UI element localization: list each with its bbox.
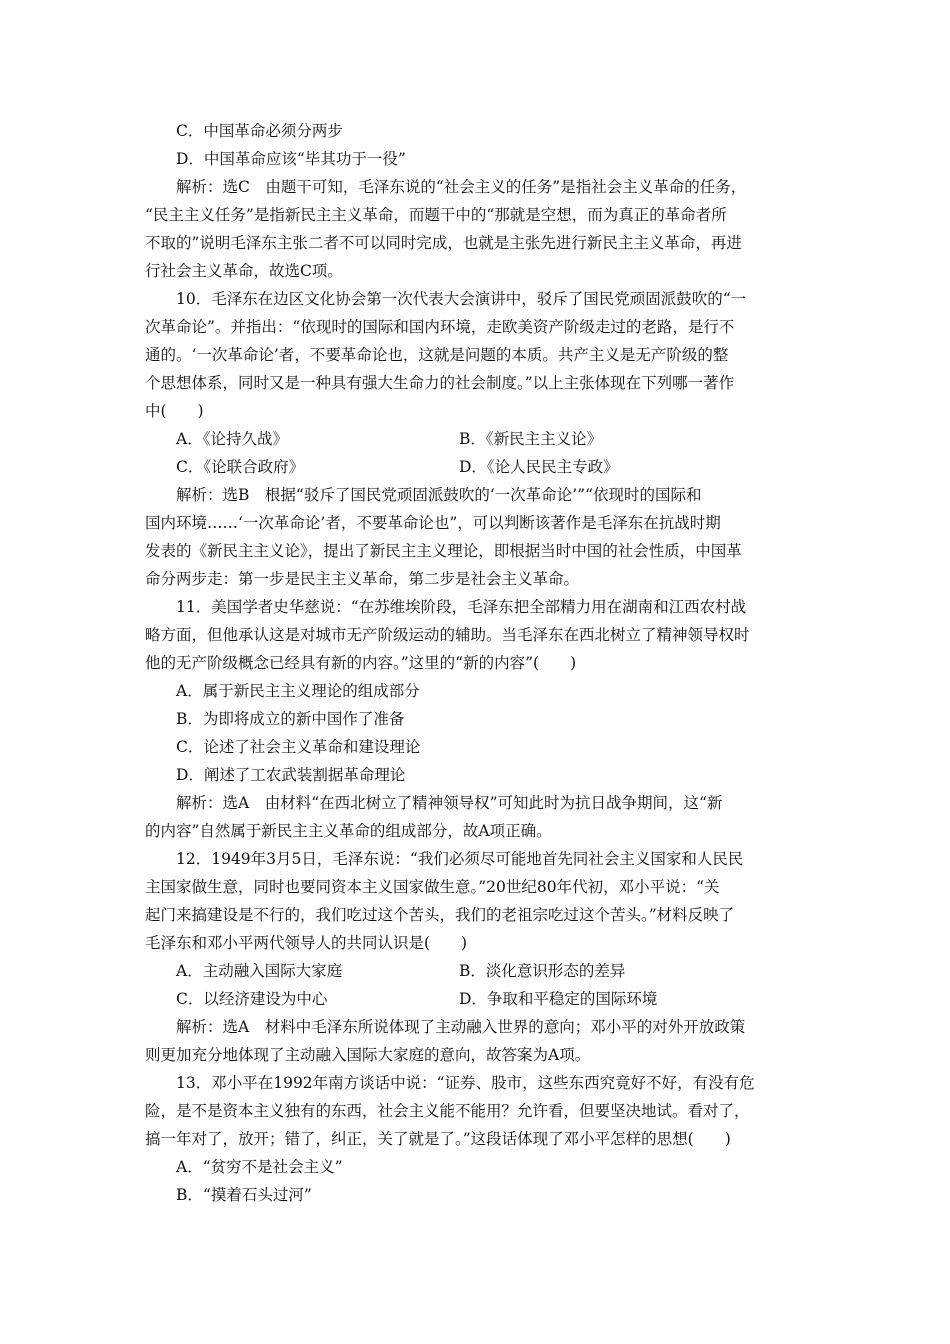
- q9-explanation-line: 行社会主义革命，故选C项。: [145, 262, 343, 280]
- q10-option-b: B．《新民主主义论》: [459, 430, 603, 448]
- q9-explanation-line: 不取的”说明毛泽东主张二者不可以同时完成，也就是主张先进行新民主主义革命，再进: [145, 234, 742, 252]
- q11-option-c: C．论述了社会主义革命和建设理论: [176, 738, 421, 756]
- q11-explanation-line: 的内容”自然属于新民主主义革命的组成部分，故A项正确。: [145, 822, 552, 840]
- q10-options-row: [145, 453, 810, 481]
- q10-option-c: C．《论联合政府》: [176, 458, 305, 476]
- q10-stem-line: 次革命论”。并指出：“依现时的国际和国内环境，走欧美资产阶级走过的老路，是行不: [145, 318, 735, 336]
- q10-stem-line: 10．毛泽东在边区文化协会第一次代表大会演讲中，驳斥了国民党顽固派鼓吹的“一: [176, 290, 747, 308]
- q10-stem-line: 中( ): [145, 402, 204, 420]
- q11-option-b: B．为即将成立的新中国作了准备: [176, 710, 405, 728]
- q10-explanation-line: 国内环境……‘一次革命论’者，不要革命论也”，可以判断该著作是毛泽东在抗战时期: [145, 514, 721, 532]
- q13-stem-line: 13．邓小平在1992年南方谈话中说：“证券、股市，这些东西究竟好不好，有没有危: [176, 1074, 755, 1092]
- q10-explanation-line: 解析：选B 根据“驳斥了国民党顽固派鼓吹的‘一次革命论’”“依现时的国际和: [176, 486, 702, 504]
- q10-stem-line: 通的。‘一次革命论’者，不要革命论也，这就是问题的本质。共产主义是无产阶级的整: [145, 346, 729, 364]
- q11-stem-line: 他的无产阶级概念已经具有新的内容。”这里的“新的内容”( ): [145, 654, 577, 672]
- q13-stem-line: 搞一年对了，放开；错了，纠正，关了就是了。”这段话体现了邓小平怎样的思想( ): [145, 1130, 731, 1148]
- q12-option-c: C．以经济建设为中心: [176, 990, 328, 1008]
- q12-stem-line: 毛泽东和邓小平两代领导人的共同认识是( ): [145, 934, 468, 952]
- q12-stem-line: 主国家做生意，同时也要同资本主义国家做生意。”20世纪80年代初，邓小平说：“关: [145, 878, 720, 896]
- q10-option-d: D．《论人民民主专政》: [459, 458, 619, 476]
- page-content: [145, 117, 810, 1209]
- q10-explanation-line: 发表的《新民主主义论》，提出了新民主主义理论，即根据当时中国的社会性质，中国革: [145, 542, 742, 560]
- q13-option-a: A．“贫穷不是社会主义”: [176, 1158, 343, 1176]
- q10-options-row: [145, 425, 810, 453]
- q11-option-a: A．属于新民主主义理论的组成部分: [176, 682, 420, 700]
- q11-stem-line: 略方面，但他承认这是对城市无产阶级运动的辅助。当毛泽东在西北树立了精神领导权时: [145, 626, 750, 644]
- q9-explanation-line: 解析：选C 由题干可知，毛泽东说的“社会主义的任务”是指社会主义革命的任务，: [176, 178, 747, 196]
- q11-stem-line: 11．美国学者史华慈说：“在苏维埃阶段，毛泽东把全部精力用在湖南和江西农村战: [176, 598, 747, 616]
- q10-option-a: A．《论持久战》: [176, 430, 288, 448]
- q11-option-d: D．阐述了工农武装割据革命理论: [176, 766, 406, 784]
- q13-stem-line: 险，是不是资本主义独有的东西，社会主义能不能用？允许看，但要坚决地试。看对了，: [145, 1102, 750, 1120]
- q12-stem-line: 起门来搞建设是不行的，我们吃过这个苦头，我们的老祖宗吃过这个苦头。”材料反映了: [145, 906, 735, 924]
- q10-explanation-line: 命分两步走：第一步是民主主义革命，第二步是社会主义革命。: [145, 570, 580, 588]
- q9-explanation-line: “民主主义任务”是指新民主主义革命，而题干中的“那就是空想，而为真正的革命者所: [145, 206, 727, 224]
- q12-options-row: [145, 957, 810, 985]
- q13-option-b: B．“摸着石头过河”: [176, 1186, 312, 1204]
- q9-option-d: D．中国革命应该“毕其功于一役”: [176, 150, 406, 168]
- q10-stem-line: 个思想体系，同时又是一种具有强大生命力的社会制度。”以上主张体现在下列哪一著作: [145, 374, 735, 392]
- q11-explanation-line: 解析：选A 由材料“在西北树立了精神领导权”可知此时为抗日战争期间，这“新: [176, 794, 723, 812]
- q12-option-a: A．主动融入国际大家庭: [176, 962, 343, 980]
- q12-options-row: [145, 985, 810, 1013]
- q12-explanation-line: 解析：选A 材料中毛泽东所说体现了主动融入世界的意向；邓小平的对外开放政策: [176, 1018, 746, 1036]
- q12-option-b: B．淡化意识形态的差异: [459, 962, 626, 980]
- q12-stem-line: 12．1949年3月5日，毛泽东说：“我们必须尽可能地首先同社会主义国家和人民民: [176, 850, 744, 868]
- q9-option-c: C．中国革命必须分两步: [176, 122, 343, 140]
- q12-explanation-line: 则更加充分地体现了主动融入国际大家庭的意向，故答案为A项。: [145, 1046, 591, 1064]
- q12-option-d: D．争取和平稳定的国际环境: [459, 990, 658, 1008]
